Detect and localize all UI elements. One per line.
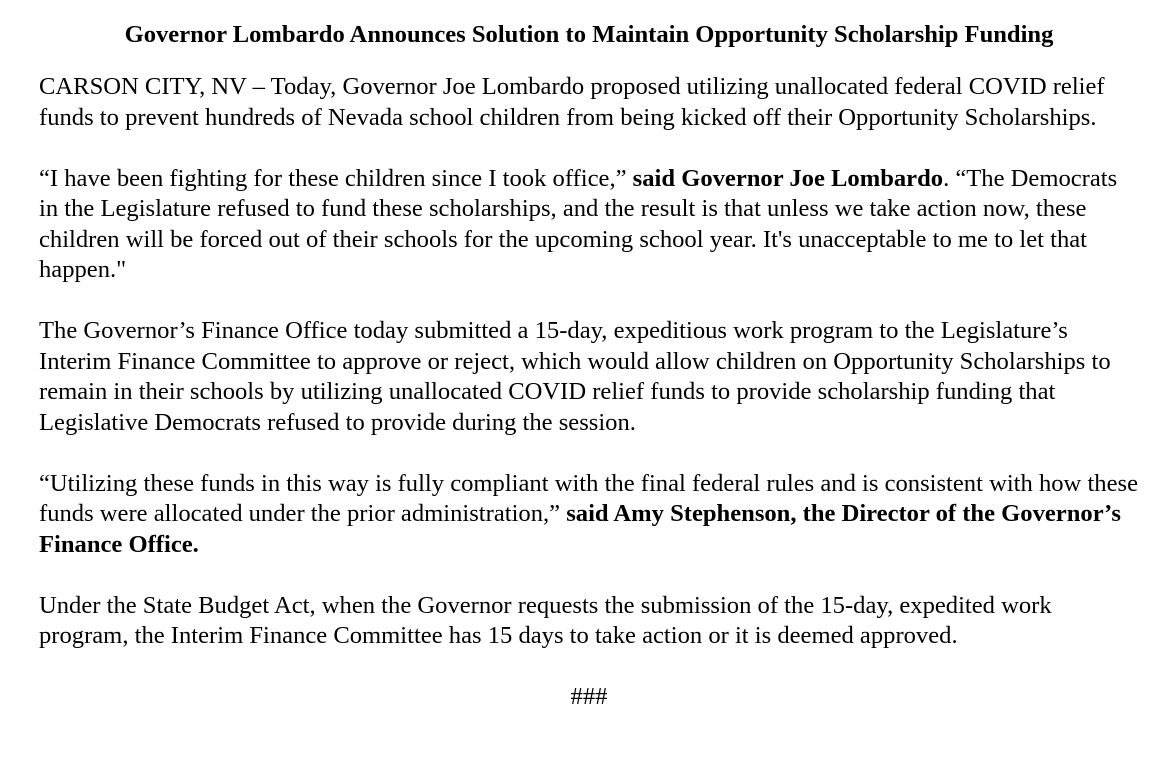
governor-attribution: said Governor Joe Lombardo	[632, 164, 944, 192]
director-attribution: said Amy Stephenson, the Director of the Governor’s Finance Office.	[39, 500, 1121, 558]
paragraph-budget-act: Under the State Budget Act, when the Governor requests the submission of the 15-day, expedited work program, the Interim Finance Committee has 15 days to take action or it is deemed approved.	[39, 591, 1052, 649]
director-quote: “Utilizing these funds in this way is fully compliant with the final federal rules and is consistent with how these funds were allocated under the prior administration,”	[39, 469, 1138, 527]
paragraph-finance-office: The Governor’s Finance Office today submitted a 15-day, expeditious work program to the Legislature’s Interim Finance Committee to approve or reject, which would allow children on Opportunity Scholarships to remain in their schools by utilizing unallocated COVID relief funds to provide scholarship funding that Legislative Democrats refused to provide during the session.	[39, 317, 1111, 436]
paragraph-intro: CARSON CITY, NV – Today, Governor Joe Lombardo proposed utilizing unallocated federal COVID relief funds to prevent hundreds of Nevada school children from being kicked off their Opportunity Scholarships.	[39, 73, 1105, 131]
press-release	[39, 0, 1139, 712]
end-mark: ###	[570, 682, 608, 710]
paragraph-director-quote	[39, 469, 1139, 561]
governor-quote-end: . “The Democrats in the Legislature refused to fund these scholarships, and the result is that unless we take action now, these children will be forced out of their schools for the upcoming school year. It's unacceptable to me to let that happen."	[39, 164, 1118, 283]
governor-quote-start: “I have been fighting for these children since I took office,”	[39, 164, 633, 192]
paragraph-governor-quote	[39, 164, 1139, 286]
page-title: Governor Lombardo Announces Solution to Maintain Opportunity Scholarship Funding	[124, 21, 1054, 48]
